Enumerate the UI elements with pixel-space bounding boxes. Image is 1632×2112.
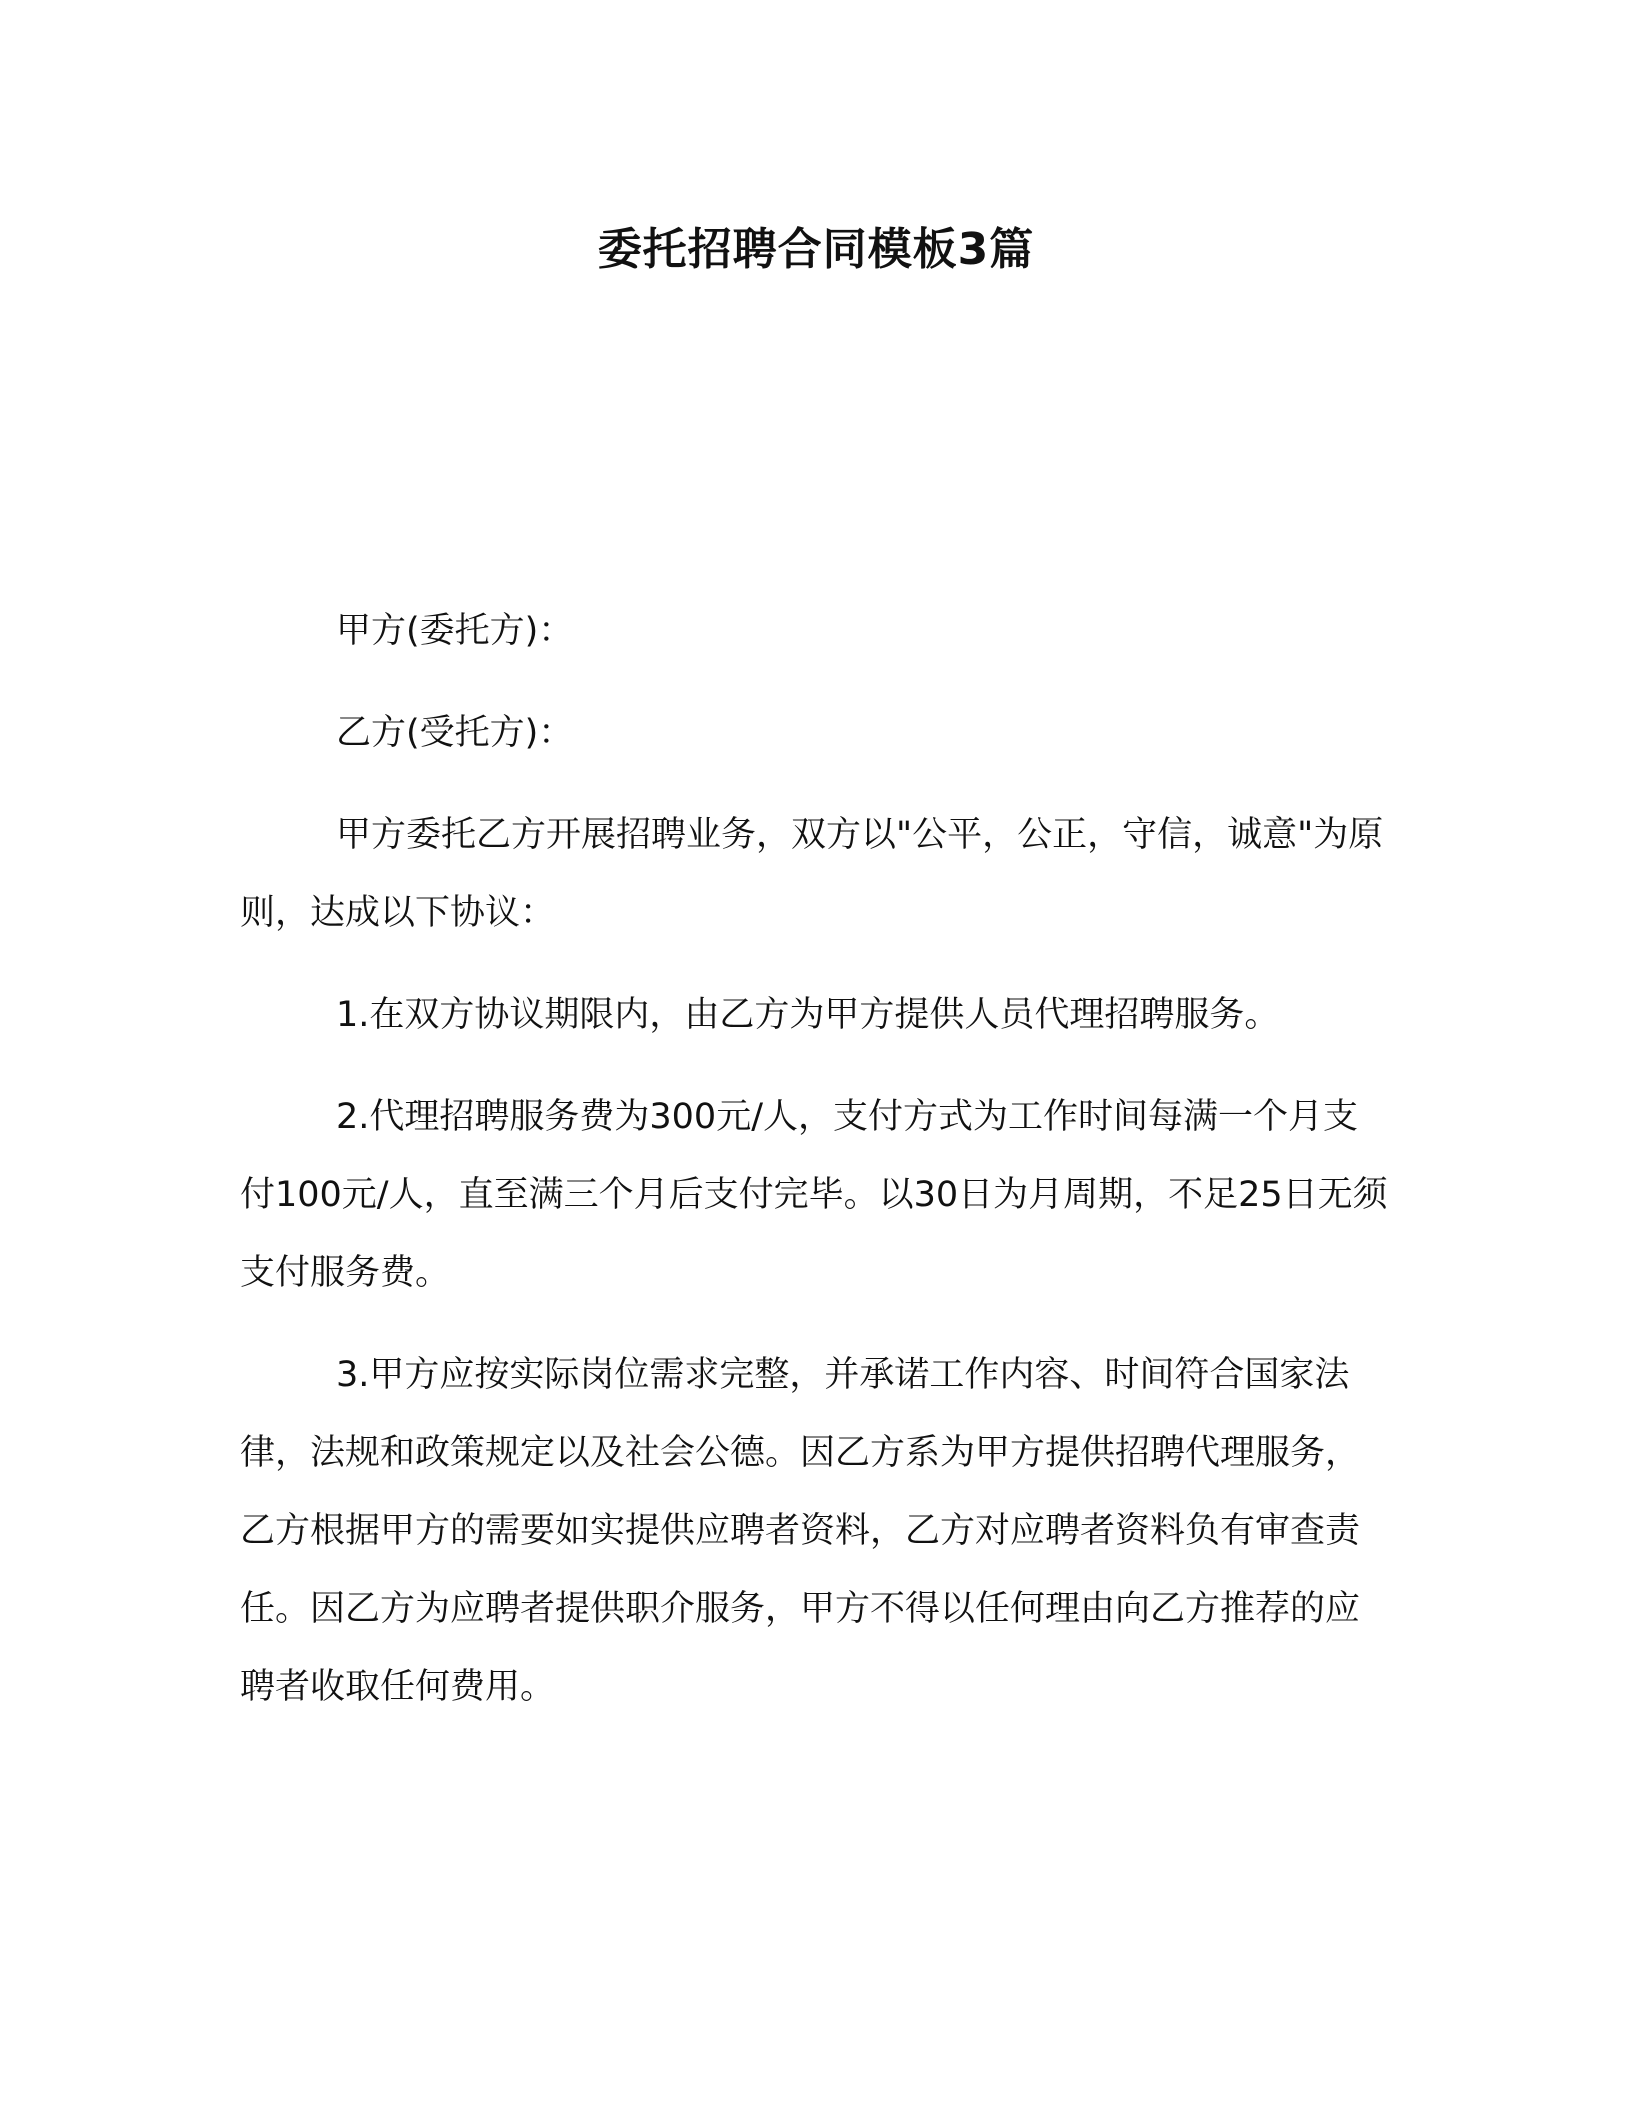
preamble-paragraph: 甲方委托乙方开展招聘业务，双方以"公平，公正，守信，诚意"为原则，达成以下协议：	[240, 815, 1384, 933]
document-body	[240, 592, 1392, 1750]
clause-2: 2.代理招聘服务费为300元/人，支付方式为工作时间每满一个月支付100元/人，直至满三个月后支付完毕。以30日为月周期，不足25日无须支付服务费。	[240, 1097, 1388, 1293]
party-a-line: 甲方(委托方)：	[336, 611, 574, 651]
party-b-line: 乙方(受托方)：	[336, 713, 574, 753]
document-title: 委托招聘合同模板3篇	[597, 224, 1035, 275]
clause-1: 1.在双方协议期限内，由乙方为甲方提供人员代理招聘服务。	[336, 995, 1280, 1035]
clause-3: 3.甲方应按实际岗位需求完整，并承诺工作内容、时间符合国家法律，法规和政策规定以及社会公德。因乙方系为甲方提供招聘代理服务，乙方根据甲方的需要如实提供应聘者资料，乙方对应聘者资料负有审查责任。因乙方为应聘者提供职介服务，甲方不得以任何理由向乙方推荐的应聘者收取任何费用。	[240, 1355, 1361, 1707]
